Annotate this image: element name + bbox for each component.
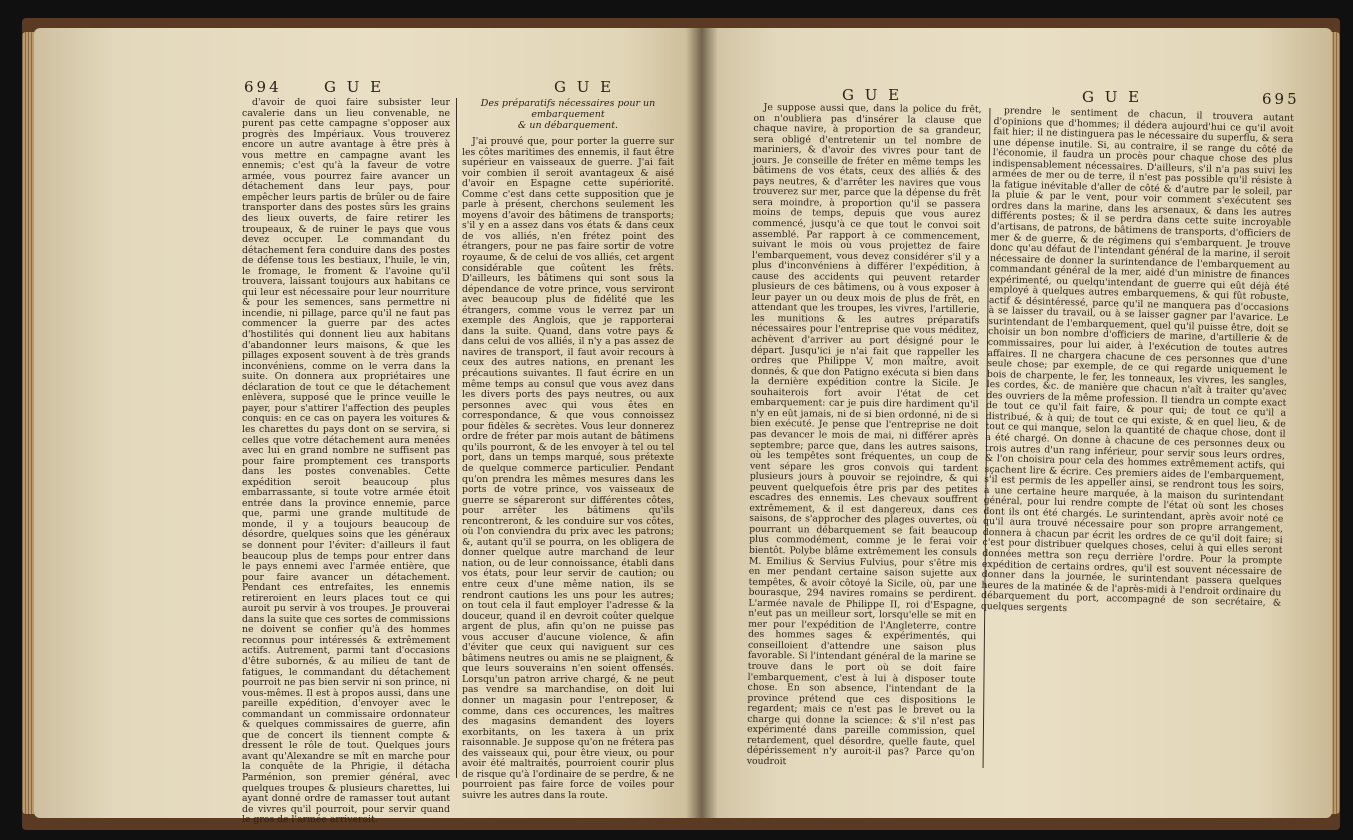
left-page xyxy=(34,28,702,826)
right-column-1-text: Je suppose aussi que, dans la police du frêt, on n'oubliera pas d'insérer la clause que chaque navire, à proportion de sa grandeur, sera obligé d'entretenir un tel nombre de mariniers, & d'avoir des vivres pour tant de jours. Je conseille de fréter en même temps les bâtimens de vos états, ceux des alliés & des pays neutres, & d'arrêter les navires que vous trouverez sur mer, parce que la dépense du frêt sera moindre, à proportion qu'il se passera moins de temps, depuis que vous aurez commencé, jusqu'à ce que tout le convoi soit assemblé. Par rapport à ce commencement, suivant le mois où vous projettez de faire l'embarquement, vous devez considérer s'il y a plus d'inconvéniens à différer l'expédition, à cause des accidents qui peuvent retarder plusieurs de ces bâtimens, ou à vous exposer à leur payer un ou deux mois de plus de frêt, en attendant que les troupes, les vivres, l'artillerie, les munitions & les autres préparatifs nécessaires pour l'entreprise que vous méditez, achèvent d'arriver au port désigné pour le départ. Jusqu'ici je n'ai fait que rappeller les ordres que Philippe V, mon maître, avoit donnés, & que don Patigno exécuta si bien dans la dernière expédition contre la Sicile. Je souhaiterois fort avoir l'état de cet embarquement: car je puis dire hardiment qu'il n'y en eût jamais, ni de si bien ordonné, ni de si bien exécuté. Je pense que l'entreprise ne doit pas devancer le mois de mai, ni différer après septembre; parce que, dans les autres saisons, où les tempêtes sont fréquentes, un coup de vent sépare les gros convois qui tardent plusieurs jours à pouvoir se rejoindre, & qui peuvent quelquefois être pris par des petites escadres des ennemis. Les chevaux souffrent extrêmement, & il est dangereux, dans ces saisons, de s'approcher des plages ouvertes, où pourrant un débarquement se fait beaucoup plus commodément, comme je le ferai voir bientôt. Polybe blâme extrêmement les consuls M. Emilius & Servius Fulvius, pour s'être mis en mer pendant certaine saison sujette aux tempêtes, & avoir côtoyé la Sicile, où, par une bourasque, 294 navires romains se perdirent. L'armée navale de Philippe II, roi d'Espagne, n'eut pas un meilleur sort, lorsqu'elle se mit en mer pour l'expédition de l'Angleterre, contre des hommes sages & expérimentés, qui conseilloient d'attendre une saison plus favorable. Si l'intendant général de la marine se trouve dans le port où se doit faire l'embarquement, c'est à lui à disposer toute chose. En son absence, l'intendant de la province prétend que ces dispositions le regardent; mais ce n'est pas le brevet ou la charge qui donne la science: & s'il n'est pas expérimenté dans pareille commission, quel retardement, quel désordre, quelle faute, quel dépérissement n'y auroit-il pas? Parce qu'on voudroit xyxy=(746,101,982,768)
open-book xyxy=(22,18,1340,830)
left-page-number: 694 xyxy=(244,78,282,96)
right-page xyxy=(702,28,1332,818)
section-title-line-2: & un débarquement. xyxy=(517,120,619,131)
right-column-2-text: prendre le sentiment de chacun, il trouvera autant d'opinions que d'hommes; il dédera aujourd'hui ce qu'il avoit fait hier; il ne distinguera pas le nécessaire du superflu, & sera une dépense inutile. Si, au contraire, il se range du côté de l'économie, il faudra un procès pour chaque chose des plus indispensablement nécessaires. D'ailleurs, s'il n'a pas suivi les armées de mer ou de terre, il n'est pas possible qu'il résiste à la fatigue inévitable d'aller de côté & d'autre par le soleil, par la pluie & par le vent, pour voir comment s'exécutent ses ordres dans la marine, dans les arsenaux, & dans les autres différents postes; & il se perdra dans cette suite incroyable d'artisans, de patrons, de bâtimens de transports, d'officiers de mer & de guerre, & de régimens qui s'embarquent. Je trouve donc qu'au défaut de l'intendant général de la marine, il seroit nécessaire de donner la surintendance de l'embarquement au commandant général de la mer, aidé d'un ministre de finances expérimenté, ou quelqu'intendant de guerre qui eût déjà été employé à quelques autres embarquemens, & qui fût robuste, actif & désintéressé, parce qu'il ne manquera pas d'occasions à se laisser du travail, ou à se laisser gagner par l'avarice. Le surintendant de l'embarquement, quel qu'il puisse être, doit se choisir un bon nombre d'officiers de marine, d'artillerie & de commissaires, pour lui aider, à l'exécution de toutes autres affaires. Il ne chargera chacune de ces personnes que d'une seule chose; par exemple, de ce qui regarde uniquement le bois de charpente, le fer, les tonneaux, les vivres, les sangles, les cordes, &c. de manière que chacun n'aît à traiter qu'avec des ouvriers de la même profession. Il tiendra un compte exact de tout ce qu'il fait faire, & pour qui; de tout ce qu'il a distribué, & à qui; de tout ce qui existe, & en quel lieu, & de tout ce qui manque, selon la quantité de chaque chose, dont il a été chargé. On donne à chacune de ces personnes deux ou trois autres d'un rang inférieur, pour servir sous leurs ordres, & l'on choisira pour cela des hommes extrêmement actifs, qui sçachent lire & écrire. Ces premiers aides de l'embarquement, s'il est permis de les appeller ainsi, se rendront tous les soirs, à une certaine heure marquée, à la maison du surintendant général, pour lui rendre compte de l'état où sont les choses dont ils ont été chargés. Le surintendant, après avoir noté ce qu'il aura trouvé nécessaire pour son propre arrangement, donnera à chacun par écrit les ordres de ce qu'il doit faire; si c'est pour distribuer quelques choses, celui à qui elles seront données mettra son reçu derrière l'ordre. Pour la prompte expédition de certains ordres, qu'il est souvent nécessaire de donner dans la journée, le surintendant passera quelques heures de la matinée & de l'après-midi à l'endroit ordinaire du débarquement du port, accompagné de son secrétaire, & quelques sergents xyxy=(980,105,1294,614)
section-title xyxy=(462,98,674,131)
right-column-2 xyxy=(976,106,1294,814)
left-column-1 xyxy=(242,97,450,826)
left-running-head-1: G U E xyxy=(324,78,385,96)
section-title-line-1: Des préparatifs nécessaires pour un embarquement xyxy=(480,98,656,120)
left-running-head-2: G U E xyxy=(554,78,615,96)
column-divider xyxy=(456,98,457,778)
book-gutter xyxy=(686,28,718,818)
right-running-head-2: G U E xyxy=(1082,88,1143,106)
right-page-number: 695 xyxy=(1262,90,1300,108)
right-column-1 xyxy=(746,103,981,805)
left-column-2-text: J'ai prouvé que, pour porter la guerre sur les côtes maritimes des ennemis, il faut être supérieur en vaisseaux de guerre. J'ai fait voir combien il seroit avantageux & aisé d'avoir en Espagne cette supériorité. Comme c'est dans cette supposition que je parle à présent, cherchons seulement les moyens d'avoir des bâtimens de transports; s'il y en a assez dans vos états & dans ceux de vos alliés, n'en frétez point des étrangers, pour ne pas faire sortir de votre royaume, & de celui de vos alliés, cet argent considérable que coûtent les frêts. D'ailleurs, les bâtimens qui sont sous la dépendance de votre prince, vous serviront avec beaucoup plus de fidélité que les étrangers, comme vous le verrez par un exemple des Anglois, que je rapporterai dans la suite. Quand, dans votre pays & dans celui de vos alliés, il n'y a pas assez de navires de transport, il faut avoir recours à ceux des autres nations, en prenant les précautions suivantes. Il faut écrire en un même temps au consul que vous avez dans les divers ports des pays neutres, ou aux personnes avec qui vous êtes en correspondance, & que vous connoissez pour fidèles & secrètes. Vous leur donnerez ordre de fréter par mois autant de bâtimens qu'ils pourront, & de les envoyer à tel ou tel port, dans un temps marqué, sous prétexte de quelque commerce particulier. Pendant qu'on prendra les mêmes mesures dans les ports de votre prince, vos vaisseaux de guerre se sépareront sur différentes côtes, pour arrêter les bâtimens qu'ils rencontreront, & les conduire sur vos côtes, où l'on conviendra du prix avec les patrons; &, autant qu'il se pourra, on les obligera de donner quelque autre marchand de leur nation, ou de leur connoissance, établi dans vos états, pour leur servir de caution; ou entre ceux d'une même nation, ils se rendront cautions les uns pour les autres; on tout cela il faut employer l'adresse & la douceur, quand il en devroit coûter quelque argent de plus, afin qu'on ne puisse pas vous accuser d'aucune violence, & afin d'éviter que ceux qui naviguent sur ces bâtimens neutres ou amis ne se plaignent, & que leurs souverains n'en soient offensés. Lorsqu'un patron arrive chargé, & ne peut pas vendre sa marchandise, on doit lui donner un magasin pour l'entreposer, & comme, dans ces occurences, les maîtres des magasins demandent des loyers exorbitants, on les taxera à un prix raisonnable. Je suppose qu'on ne frétera pas des vaisseaux qui, pour être vieux, ou pour avoir été maltraités, pourroient courir plus de risque qu'à l'ordinaire de se perdre, & ne pourroient pas faire force de voiles pour suivre les autres dans la route. xyxy=(462,136,674,801)
left-column-2 xyxy=(462,98,674,818)
left-column-1-text: d'avoir de quoi faire subsister leur cavalerie dans un lieu convenable, ne purent pas cette campagne s'opposer aux progrès des Impériaux. Vous trouverez encore un autre avantage à être près à vous mettre en campagne avant les ennemis; c'est qu'à la faveur de votre armée, vous pourrez faire avancer un détachement dans leur pays, pour empêcher leurs partis de brûler ou de faire transporter dans des postes sûrs les grains des lieux ouverts, de faire retirer les troupeaux, & de ruiner le pays que vous devez occuper. Le commandant du détachement fera conduire dans des postes de défense tous les bestiaux, l'huile, le vin, le fromage, le froment & l'avoine qu'il trouvera, laissant toujours aux habitans ce qui leur est nécessaire pour leur nourriture & pour les semences, sans permettre ni incendie, ni pillage, parce qu'il ne faut pas commencer la guerre par des actes d'hostilités qui donnent lieu aux habitans d'abandonner leurs maisons, & que les pillages exposent souvent à de très grands inconvéniens, comme on le verra dans la suite. On donnera aux propriétaires une déclaration de tout ce que le détachement enlèvera, supposé que le prince veuille le payer, pour s'attirer l'affection des peuples conquis: en ce cas on payera les voitures & les charettes du pays dont on se servira, si celles que votre détachement aura menées avec lui en grand nombre ne suffisent pas pour faire promptement ces transports dans les postes convenables. Cette expédition seroit beaucoup plus embarrassante, si toute votre armée étoit entrée dans la province ennemie, parce que, parmi une grande multitude de monde, il y a toujours beaucoup de désordre, quelques soins que les généraux se donnent pour l'éviter: d'ailleurs il faut beaucoup plus de temps pour entrer dans le pays ennemi avec l'armée entière, que pour faire avancer un détachement. Pendant ces entrefaites, les ennemis retireroient en leurs places tout ce qui auroit pu servir à vos troupes. Je prouverai dans la suite que ces sortes de commissions ne doivent se confier qu'à des hommes reconnus pour intéressés & extrêmement actifs. Autrement, parmi tant d'occasions d'être subornés, & au milieu de tant de fatigues, le commandant du détachement pourroit ne pas bien servir ni son prince, ni vous-mêmes. Il est à propos aussi, dans une pareille expédition, d'envoyer avec le commandant un commissaire ordonnateur & quelques commissaires de guerre, afin que de concert ils tiennent compte & dressent le rôle de tout. Quelques jours avant qu'Alexandre se mît en marche pour la conquête de la Phrigie, il détacha Parménion, son premier général, avec quelques troupes & plusieurs charettes, lui ayant donné ordre de ramasser tout autant de vivres qu'il pourroit, pour servir quand le gros de l'armée arriveroit. xyxy=(242,97,450,826)
right-running-head-1: G U E xyxy=(842,86,903,104)
